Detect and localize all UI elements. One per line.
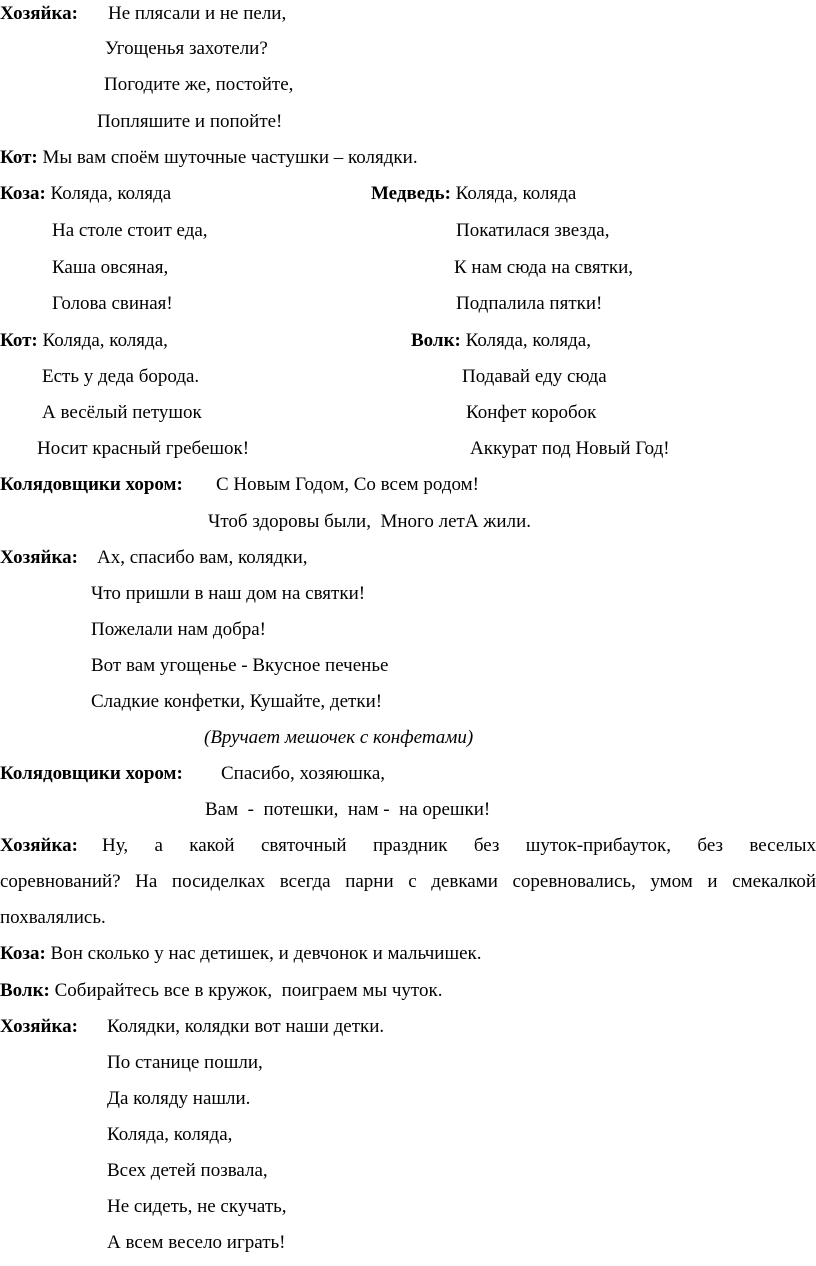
dialogue-line: Кот: Мы вам споём шуточные частушки – колядки. xyxy=(0,147,418,168)
verse-line: Конфет коробок xyxy=(466,402,597,423)
verse-line: Вот вам угощенье - Вкусное печенье xyxy=(91,655,389,676)
prose-line: Хозяйка: Ну, а какой святочный праздник без шуток-прибауток, без веселых xyxy=(0,835,816,856)
verse-line: Голова свиная! xyxy=(52,293,173,314)
dialogue-line: Волк: Коляда, коляда, xyxy=(411,330,591,351)
verse-line: Ах, спасибо вам, колядки, xyxy=(97,547,308,568)
verse-line: Аккурат под Новый Год! xyxy=(470,438,670,459)
verse-line: Не сидеть, не скучать, xyxy=(107,1196,287,1217)
speaker-label: Коза: xyxy=(0,183,46,204)
verse-line: Чтоб здоровы были, Много летА жили. xyxy=(208,511,531,532)
verse-line: Всех детей позвала, xyxy=(107,1160,268,1181)
verse-line: Носит красный гребешок! xyxy=(37,438,250,459)
dialogue-line: Волк: Собирайтесь все в кружок, поиграем мы чуток. xyxy=(0,980,443,1001)
verse-line: Пожелали нам добра! xyxy=(91,619,267,640)
speaker-label: Хозяйка: xyxy=(0,547,78,568)
verse-line: Да коляду нашли. xyxy=(107,1088,251,1109)
speaker-label: Колядовщики хором: xyxy=(0,763,183,784)
verse-line: На столе стоит еда, xyxy=(52,220,208,241)
verse-line: Что пришли в наш дом на святки! xyxy=(91,583,366,604)
dialogue-line: Коза: Коляда, коляда xyxy=(0,183,172,204)
verse-line: Покатилася звезда, xyxy=(456,220,610,241)
verse-line: Спасибо, хозяюшка, xyxy=(221,763,386,784)
verse-line: Колядки, колядки вот наши детки. xyxy=(107,1016,385,1037)
verse-line: Угощенья захотели? xyxy=(105,38,268,59)
verse-line: По станице пошли, xyxy=(107,1052,263,1073)
speaker-label: Медведь: xyxy=(371,183,451,204)
dialogue-line: Коза: Вон сколько у нас детишек, и девчонок и мальчишек. xyxy=(0,943,482,964)
verse-line: Каша овсяная, xyxy=(52,257,169,278)
verse-line: Подавай еду сюда xyxy=(462,366,607,387)
verse-line: А всем весело играть! xyxy=(107,1232,286,1253)
speaker-label: Волк: xyxy=(411,330,461,351)
verse-line: Не плясали и не пели, xyxy=(108,3,287,24)
speaker-label: Хозяйка: xyxy=(0,1016,78,1037)
verse-line: С Новым Годом, Со всем родом! xyxy=(216,474,480,495)
verse-line: А весёлый петушок xyxy=(42,402,202,423)
speaker-label: Хозяйка: xyxy=(0,3,78,24)
verse-line: Попляшите и попойте! xyxy=(97,111,283,132)
verse-line: Вам - потешки, нам - на орешки! xyxy=(205,799,491,820)
speaker-label: Кот: xyxy=(0,147,38,168)
verse-line: Есть у деда борода. xyxy=(42,366,200,387)
verse-line: Подпалила пятки! xyxy=(456,293,603,314)
dialogue-line: Медведь: Коляда, коляда xyxy=(371,183,577,204)
verse-line: Сладкие конфетки, Кушайте, детки! xyxy=(91,691,383,712)
prose-line: соревнований? На посиделках всегда парни с девками соревновались, умом и смекалкой xyxy=(0,871,816,892)
speaker-label: Колядовщики хором: xyxy=(0,474,183,495)
prose-line: похвалялись. xyxy=(0,907,106,928)
speaker-label: Кот: xyxy=(0,330,38,351)
verse-line: Погодите же, постойте, xyxy=(104,74,294,95)
speaker-label: Волк: xyxy=(0,980,50,1001)
verse-line: Коляда, коляда, xyxy=(107,1124,233,1145)
stage-direction: (Вручает мешочек с конфетами) xyxy=(204,727,474,748)
dialogue-line: Кот: Коляда, коляда, xyxy=(0,330,168,351)
speaker-label: Коза: xyxy=(0,943,46,964)
speaker-label: Хозяйка: xyxy=(0,835,78,856)
verse-line: К нам сюда на святки, xyxy=(454,257,634,278)
